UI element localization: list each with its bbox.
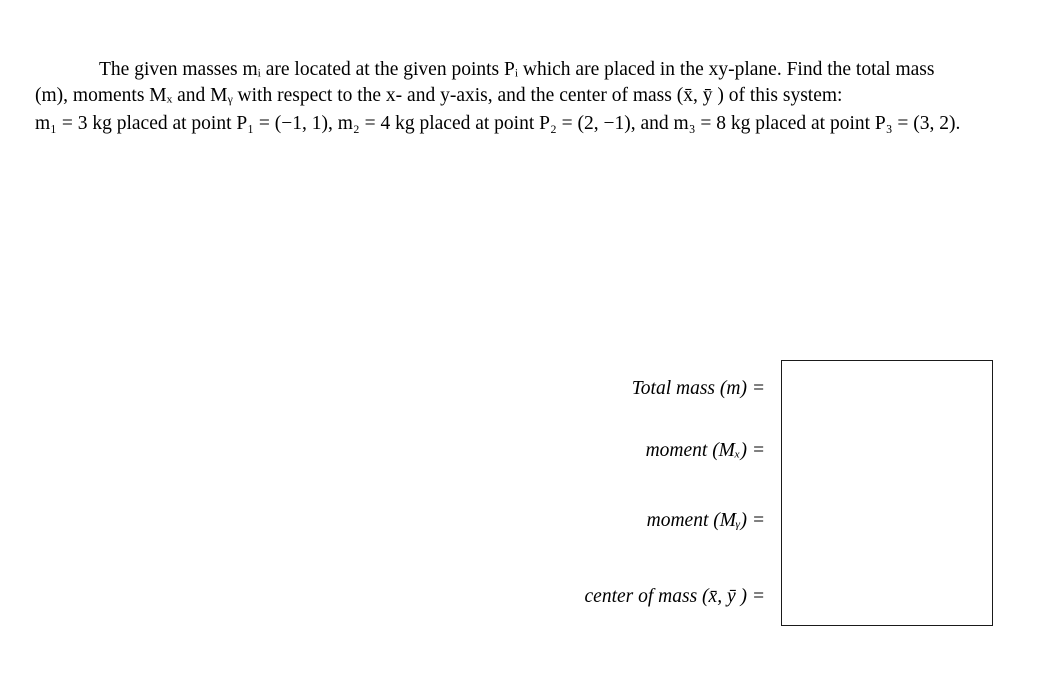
center-of-mass-label: center of mass (x̄, ȳ ) = (584, 586, 765, 607)
problem-line-3: m₁ = 3 kg placed at point P₁ = (−1, 1), m₂ = 4 kg placed at point P₂ = (2, −1), and m₃ = 8 kg placed at point P₃ = (3, 2). (35, 113, 961, 134)
answer-box[interactable] (781, 360, 993, 626)
problem-line-2: (m), moments Mₓ and Mᵧ with respect to the x- and y-axis, and the center of mass (x̄, ȳ ) of this system: (35, 85, 843, 106)
moment-y-label: moment (Mᵧ) = (646, 510, 765, 531)
moment-x-label: moment (Mₓ) = (645, 440, 765, 461)
problem-line-1: The given masses mᵢ are located at the given points Pᵢ which are placed in the xy-plane. Find the total mass (99, 59, 935, 80)
total-mass-label: Total mass (m) = (631, 378, 765, 399)
problem-statement (0, 0, 1059, 140)
